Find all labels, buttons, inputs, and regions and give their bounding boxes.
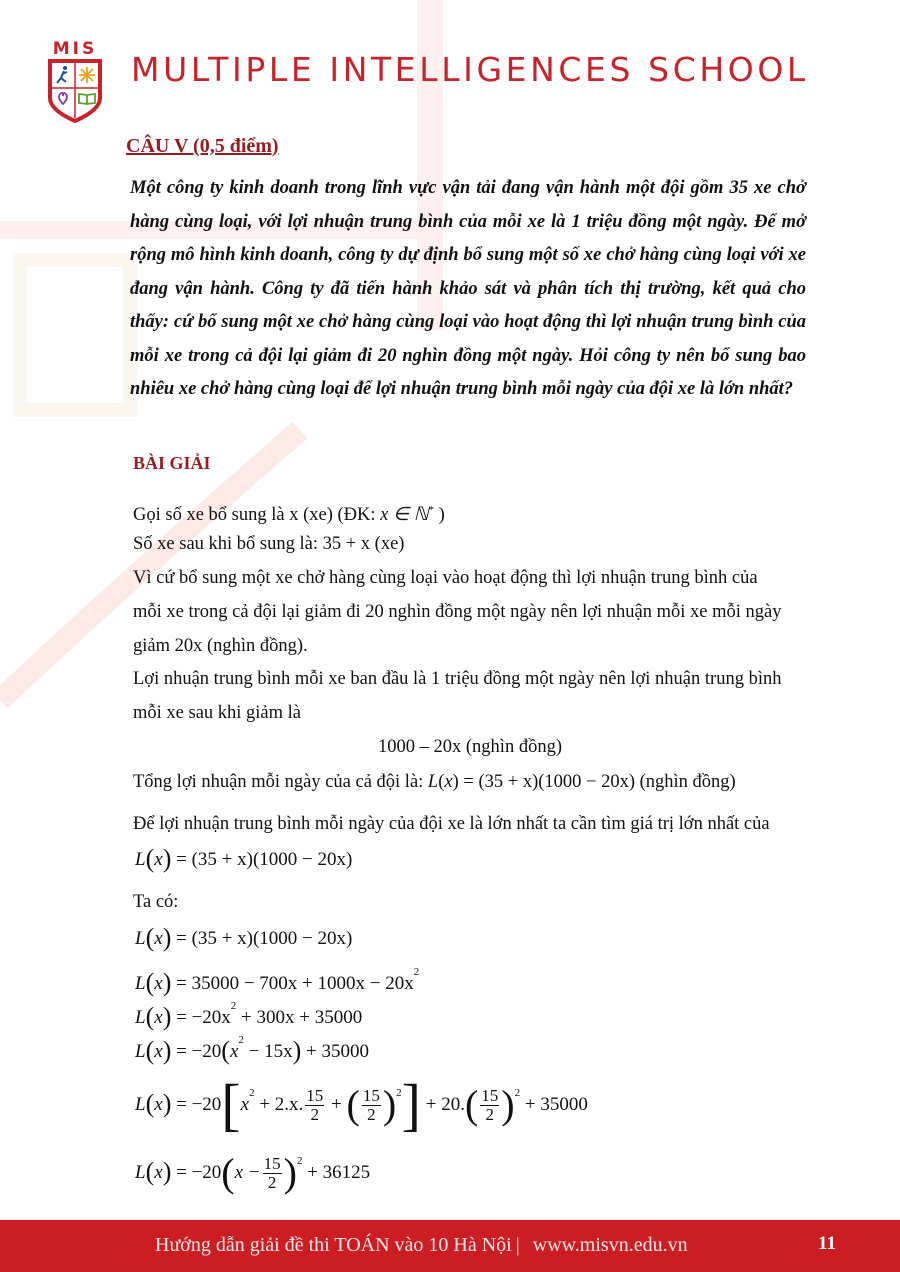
equation-6: L(x) = −20(x − $\frac{15}{2}$ )$^2$ + 36125 (135, 1150, 371, 1195)
ta-co-label: Ta có: (133, 892, 179, 912)
solution-line-5: giảm 20x (nghìn đồng). (133, 636, 308, 656)
shield-icon (47, 58, 103, 124)
profit-formula: L(x) = (35 + x)(1000 − 20x) (427, 772, 635, 792)
equation-0: L(x) = (35 + x)(1000 − 20x) (135, 844, 353, 873)
page-footer (0, 1220, 900, 1272)
school-name: MULTIPLE INTELLIGENCES SCHOOL (131, 50, 809, 89)
question-title: CÂU V (0,5 điểm) (126, 135, 279, 157)
solution-title: BÀI GIẢI (133, 453, 211, 473)
footer-website-link[interactable]: www.misvn.edu.vn (532, 1234, 688, 1256)
page-number: 11 (818, 1233, 836, 1254)
solution-line-3: Vì cứ bổ sung một xe chở hàng cùng loại vào hoạt động thì lợi nhuận trung bình của (133, 568, 758, 588)
school-logo (40, 40, 110, 124)
equation-2: $L(x) = 35000 - 700x + 1000x - 20x^2$ (135, 966, 420, 997)
equation-1: L(x) = (35 + x)(1000 − 20x) (135, 923, 353, 952)
solution-line-10: Để lợi nhuận trung bình mỗi ngày của đội xe là lớn nhất ta cần tìm giá trị lớn nhất của (133, 814, 770, 834)
equation-4: $L(x) = -20(x^2 - 15x) + 35000$ (135, 1034, 370, 1065)
logo-text: MIS (52, 39, 98, 59)
solution-line-2: Số xe sau khi bổ sung là: 35 + x (xe) (133, 534, 405, 554)
solution-line-1: Gọi số xe bổ sung là x (xe) (ĐK: x ∈ ℕ* ) (133, 504, 445, 525)
footer-title: Hướng dẫn giải đề thi TOÁN vào 10 Hà Nội (155, 1234, 512, 1256)
page-header (0, 0, 900, 130)
footer-separator: | (515, 1234, 520, 1256)
solution-line-6: Lợi nhuận trung bình mỗi xe ban đầu là 1 triệu đồng một ngày nên lợi nhuận trung bình (133, 669, 782, 689)
solution-line-7: mỗi xe sau khi giảm là (133, 703, 302, 723)
solution-line-9: Tổng lợi nhuận mỗi ngày của cả đội là: L(x) = (35 + x)(1000 − 20x) (nghìn đồng) (133, 772, 736, 792)
equation-3: $L(x) = -20x^2 + 300x + 35000$ (135, 1000, 363, 1031)
sun-icon (79, 67, 95, 83)
solution-line-4: mỗi xe trong cả đội lại giảm đi 20 nghìn đồng một ngày nên lợi nhuận mỗi xe mỗi ngày (133, 602, 782, 622)
question-text: Một công ty kinh doanh trong lĩnh vực vận tải đang vận hành một đội gồm 35 xe chở hàng cùng loại, với lợi nhuận trung bình của mỗi xe là 1 triệu đồng một ngày. Để mở rộng mô hình kinh doanh, công ty dự định bổ sung một số xe chở hàng cùng loại với xe đang vận hành. Công ty đã tiến hành khảo sát và phân tích thị trường, kết quả cho thấy: cứ bổ sung một xe chở hàng cùng loại vào hoạt động thì lợi nhuận trung bình của mỗi xe trong cả đội lại giảm đi 20 nghìn đồng một ngày. Hỏi công ty nên bổ sung bao nhiêu xe chở hàng cùng loại để lợi nhuận trung bình mỗi ngày của đội xe là lớn nhất? (130, 178, 806, 399)
equation-5: $L(x) = -20[x^2 + 2.x$. $\frac{15}{2}$ + ( $\frac{15}{2}$ )$^2$] + 20.( $\frac{15}{2}$ )$^2$ + 35000 (135, 1072, 588, 1137)
solution-line-8: 1000 – 20x (nghìn đồng) (378, 737, 562, 757)
